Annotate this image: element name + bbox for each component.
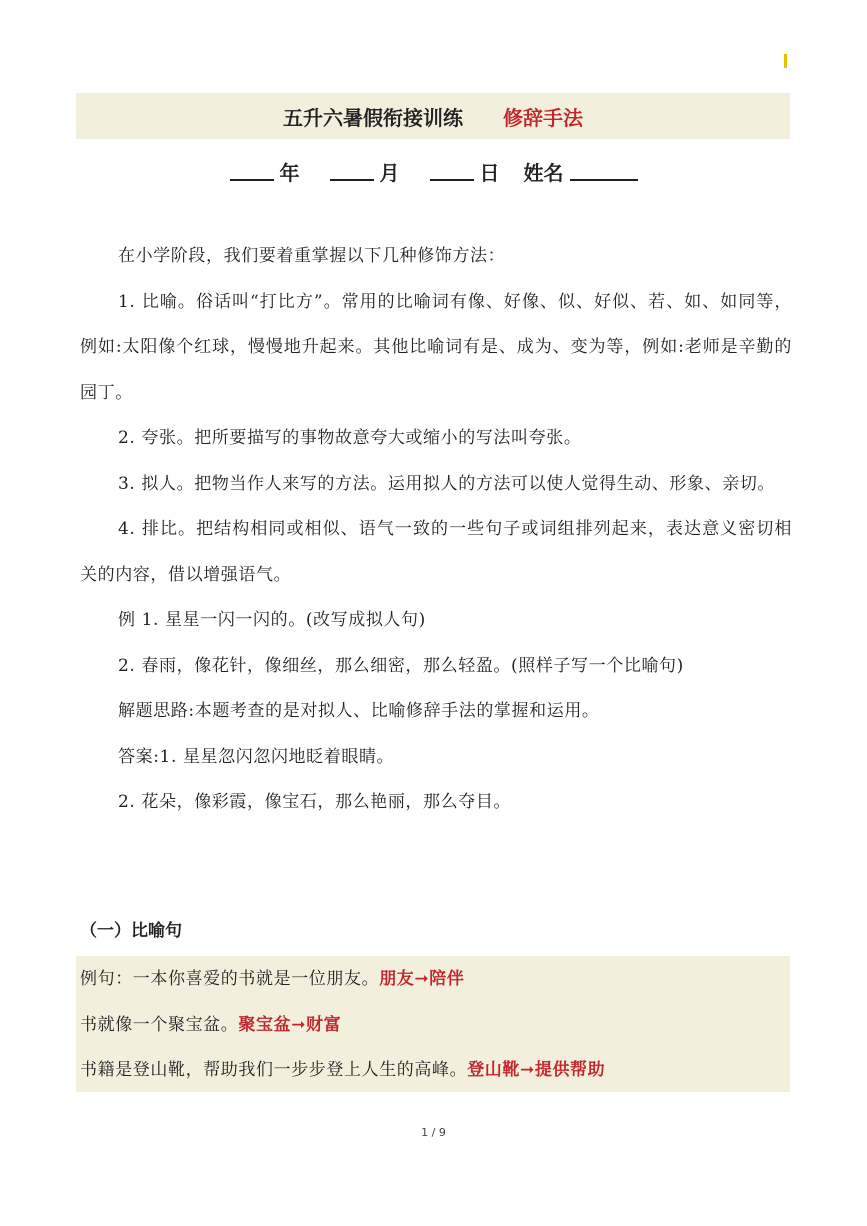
day-label: 日	[479, 161, 500, 185]
example-highlight: 登山靴➞提供帮助	[467, 1060, 606, 1080]
page-subtitle: 修辞手法	[503, 105, 583, 130]
corner-mark	[784, 54, 787, 68]
solution-approach: 解题思路:本题考查的是对拟人、比喻修辞手法的掌握和运用。	[118, 701, 600, 721]
example-text: 书就像一个聚宝盆。	[80, 1015, 239, 1035]
answer-2: 2. 花朵，像彩霞，像宝石，那么艳丽，那么夺目。	[118, 792, 512, 812]
example-text: 例句：一本你喜爱的书就是一位朋友。	[80, 969, 380, 989]
name-blank	[570, 175, 638, 181]
page-title: 五升六暑假衔接训练	[283, 105, 463, 130]
example-question-1: 例 1. 星星一闪一闪的。(改写成拟人句)	[118, 610, 426, 630]
day-blank	[430, 175, 474, 181]
name-label: 姓名	[523, 161, 564, 185]
example-line	[80, 956, 464, 1002]
section-heading: （一）比喻句	[80, 921, 182, 941]
year-label: 年	[279, 161, 300, 185]
example-question-2: 2. 春雨，像花针，像细丝，那么细密，那么轻盈。(照样子写一个比喻句)	[118, 655, 684, 676]
paragraph-parallelism: 4. 排比。把结构相同或相似、语气一致的一些句子或词组排列起来，表达意义密切相关的内容，借以增强语气。	[80, 519, 792, 585]
month-blank	[330, 175, 374, 181]
example-box	[76, 956, 790, 1092]
body-text	[80, 234, 792, 826]
paragraph-hyperbole: 2. 夸张。把所要描写的事物故意夸大或缩小的写法叫夸张。	[118, 428, 582, 448]
example-highlight: 朋友➞陪伴	[379, 969, 465, 989]
answer-1: 答案:1. 星星忽闪忽闪地眨着眼睛。	[118, 746, 395, 767]
example-text: 书籍是登山靴，帮助我们一步步登上人生的高峰。	[80, 1060, 468, 1080]
title-band	[76, 93, 790, 139]
example-line	[80, 1047, 605, 1093]
paragraph-intro: 在小学阶段，我们要着重掌握以下几种修饰方法：	[118, 246, 506, 266]
example-line	[80, 1002, 341, 1048]
paragraph-metaphor: 1. 比喻。俗话叫“打比方”。常用的比喻词有像、好像、似、好似、若、如、如同等，例如:太阳像个红球，慢慢地升起来。其他比喻词有是、成为、变为等，例如:老师是辛勤的园丁。	[80, 291, 792, 403]
paragraph-personification: 3. 拟人。把物当作人来写的方法。运用拟人的方法可以使人觉得生动、形象、亲切。	[118, 473, 776, 494]
date-name-line	[0, 146, 867, 186]
month-label: 月	[379, 161, 400, 185]
example-highlight: 聚宝盆➞财富	[238, 1015, 342, 1035]
page-number: 1 / 9	[421, 1126, 446, 1139]
year-blank	[230, 175, 274, 181]
